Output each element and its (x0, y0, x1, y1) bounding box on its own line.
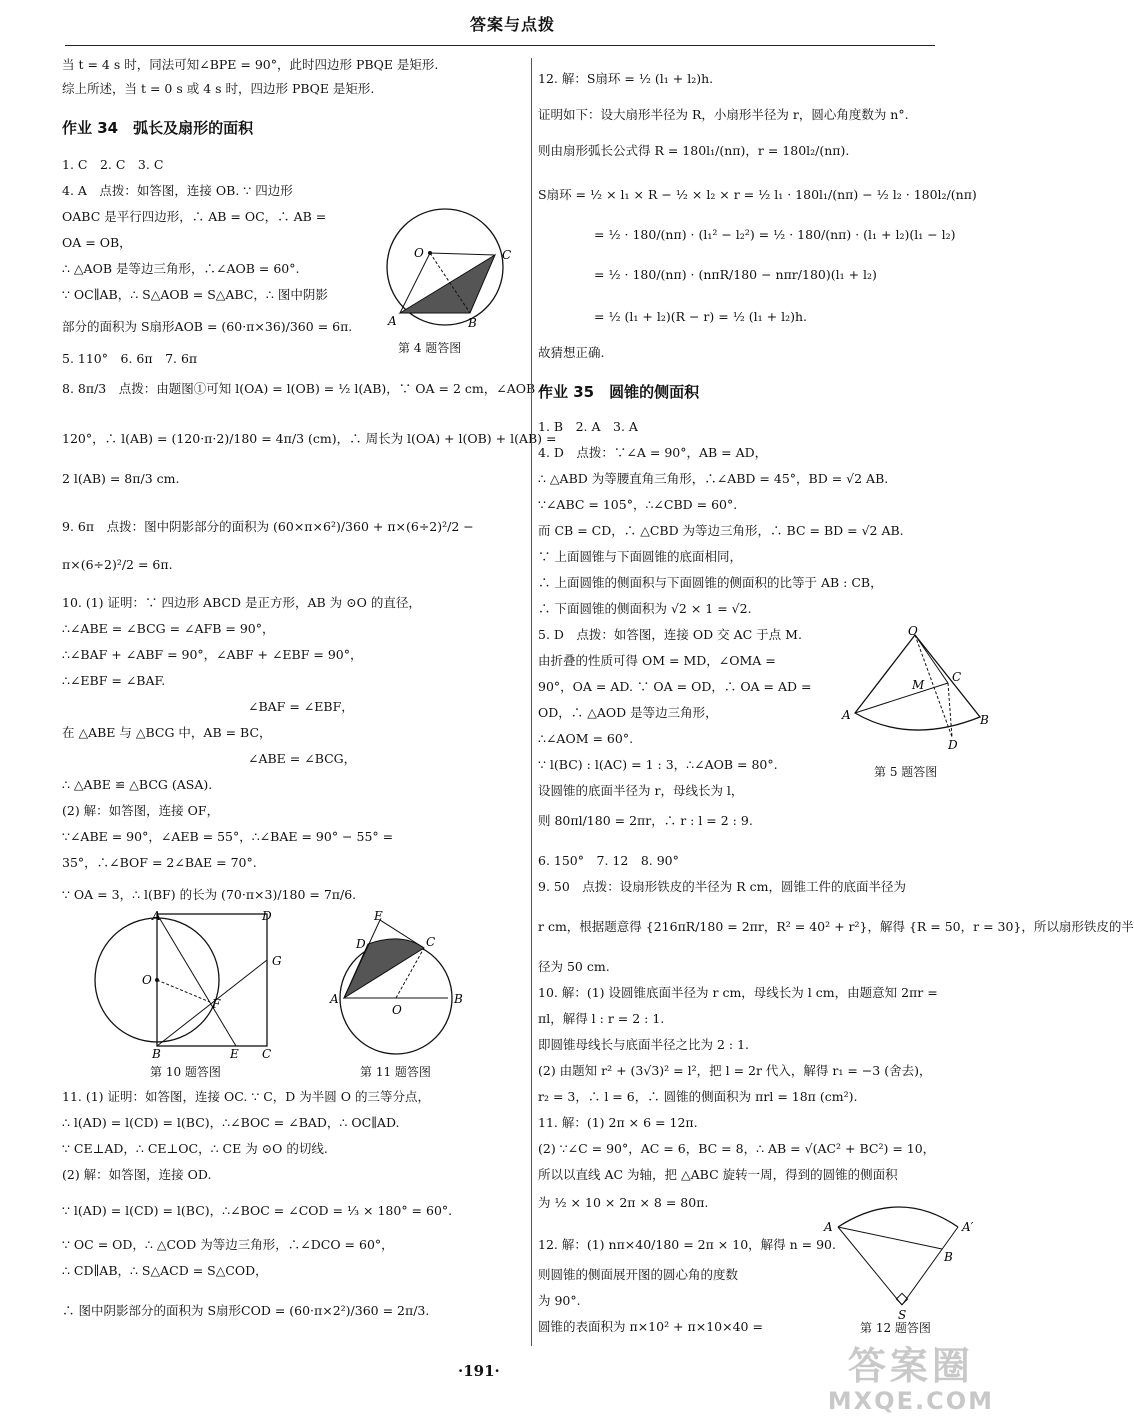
text-line: ∵∠ABE = 90°，∠AEB = 55°，∴∠BAE = 90° − 55° = (62, 829, 394, 844)
text-line: 5. D 点拨：如答图，连接 OD 交 AC 于点 M. (538, 627, 802, 642)
fig10-label-G: G (272, 954, 282, 968)
fig12-label-S: S (898, 1308, 907, 1322)
watermark (827, 1343, 994, 1415)
figure-10-square-circle (92, 910, 287, 1060)
text-line: 12. 解：S扇环 = ½ (l₁ + l₂)h. (538, 71, 714, 86)
text-line: ∴ 上面圆锥的侧面积与下面圆锥的侧面积的比等于 AB : CB， (538, 575, 883, 590)
fig11-label-D: D (356, 937, 366, 951)
fig5-label-C: C (952, 670, 962, 684)
figure-11-caption: 第 11 题答图 (360, 1065, 431, 1079)
text-line: ∴∠EBF = ∠BAF. (62, 673, 166, 688)
fig5-label-M: M (912, 678, 925, 692)
fig12-label-A-prime: A′ (962, 1220, 974, 1234)
fig10-label-B: B (152, 1047, 161, 1061)
text-line: 径为 50 cm. (538, 959, 610, 974)
text-line: ∵ l(AD) = l(CD) = l(BC)，∴∠BOC = ∠COD = ⅓ × 180° = 60°. (62, 1203, 453, 1218)
header-rule (65, 45, 935, 46)
text-line: 为 90°. (538, 1293, 581, 1308)
column-divider (531, 58, 532, 1346)
text-line: ∴ △ABD 为等腰直角三角形，∴∠ABD = 45°，BD = √2 AB. (538, 471, 889, 486)
figure-10-caption: 第 10 题答图 (150, 1065, 221, 1079)
text-line: ∵ OC = OD，∴ △COD 为等边三角形，∴∠DCO = 60°， (62, 1237, 394, 1252)
fig4-label-B: B (468, 316, 477, 330)
section-heading: 作业 34 弧长及扇形的面积 (62, 119, 254, 137)
fig11-label-A: A (330, 992, 339, 1006)
text-line: 12. 解：(1) nπ×40/180 = 2π × 10，解得 n = 90. (538, 1237, 836, 1252)
fig10-label-A: A (152, 909, 161, 923)
text-line: 部分的面积为 S扇形AOB = (60·π×36)/360 = 6π. (62, 319, 353, 334)
text-line: ∵ l(BC) : l(AC) = 1 : 3，∴∠AOB = 80°. (538, 757, 778, 772)
text-line: ∵ 上面圆锥与下面圆锥的底面相同， (538, 549, 742, 564)
text-line: 9. 50 点拨：设扇形铁皮的半径为 R cm，圆锥工件的底面半径为 (538, 879, 907, 894)
fig12-label-A: A (824, 1220, 833, 1234)
text-line: ∴∠AOM = 60°. (538, 731, 634, 746)
text-line: 综上所述，当 t = 0 s 或 4 s 时，四边形 PBQE 是矩形. (62, 81, 375, 96)
text-line: S扇环 = ½ × l₁ × R − ½ × l₂ × r = ½ l₁ · 180l₁/(nπ) − ½ l₂ · 180l₂/(nπ) (538, 187, 977, 202)
text-line: 10. 解：(1) 设圆锥底面半径为 r cm，母线长为 l cm，由题意知 2πr = (538, 985, 938, 1000)
text-line: ∠ABE = ∠BCG， (248, 751, 357, 766)
fig5-label-O: O (908, 624, 918, 638)
fig5-label-D: D (948, 738, 958, 752)
text-line: ∴ CD∥AB，∴ S△ACD = S△COD， (62, 1263, 268, 1278)
section-heading: 作业 35 圆锥的侧面积 (538, 383, 700, 401)
text-line: ∵ OC∥AB，∴ S△AOB = S△ABC，∴ 图中阴影 (62, 287, 328, 302)
text-line: (2) 解：如答图，连接 OF， (62, 803, 220, 818)
fig5-label-A: A (842, 708, 851, 722)
text-line: ∴ 图中阴影部分的面积为 S扇形COD = (60·π×2²)/360 = 2π/3. (62, 1303, 430, 1318)
text-line: 120°，∴ l(AB) = (120·π·2)/180 = 4π/3 (cm)，∴ 周长为 l(OA) + l(OB) + l(AB) = (62, 431, 557, 446)
fig4-label-O: O (414, 246, 424, 260)
watermark-line1: 答案圈 (847, 1343, 974, 1388)
text-line: 6. 150° 7. 12 8. 90° (538, 853, 679, 868)
text-line: ∴∠ABE = ∠BCG = ∠AFB = 90°， (62, 621, 275, 636)
text-line: 8. 8π/3 点拨：由题图①可知 l(OA) = l(OB) = ½ l(AB)，∵ OA = 2 cm，∠AOB = (62, 381, 550, 396)
fig11-label-O: O (392, 1003, 402, 1017)
text-line: ∵ CE⊥AD，∴ CE⊥OC，∴ CE 为 ⊙O 的切线. (62, 1141, 328, 1156)
text-line: 设圆锥的底面半径为 r，母线长为 l， (538, 783, 744, 798)
fig10-label-D: D (262, 909, 272, 923)
figure-5-sector (840, 625, 990, 760)
text-line: 4. A 点拨：如答图，连接 OB. ∵ 四边形 (62, 183, 293, 198)
text-line: 90°，OA = AD. ∵ OA = OD，∴ OA = AD = (538, 679, 812, 694)
fig11-label-C: C (426, 935, 436, 949)
fig10-label-C: C (262, 1047, 272, 1061)
text-line: ∵∠ABC = 105°，∴∠CBD = 60°. (538, 497, 738, 512)
text-line: 在 △ABE 与 △BCG 中，AB = BC， (62, 725, 272, 740)
figure-12-caption: 第 12 题答图 (860, 1321, 931, 1335)
text-line: 为 ½ × 10 × 2π × 8 = 80π. (538, 1195, 709, 1210)
text-line: 故猜想正确. (538, 345, 605, 360)
text-line: OABC 是平行四边形，∴ AB = OC，∴ AB = (62, 209, 327, 224)
text-line: 证明如下：设大扇形半径为 R，小扇形半径为 r，圆心角度数为 n°. (538, 107, 909, 122)
text-line: 1. B 2. A 3. A (538, 419, 638, 434)
text-line: 9. 6π 点拨：图中阴影部分的面积为 (60×π×6²)/360 + π×(6÷2)²/2 − (62, 519, 474, 534)
figure-11-semicircle (322, 910, 472, 1020)
figure-5-caption: 第 5 题答图 (874, 765, 938, 779)
text-line: ∠BAF = ∠EBF， (248, 699, 354, 714)
text-line: ∴∠BAF + ∠ABF = 90°，∠ABF + ∠EBF = 90°， (62, 647, 363, 662)
text-line: ∴ △ABE ≌ △BCG (ASA). (62, 777, 213, 792)
header-title: 答案与点拨 (470, 15, 556, 34)
text-line: 而 CB = CD，∴ △CBD 为等边三角形，∴ BC = BD = √2 AB. (538, 523, 904, 538)
text-line: 35°，∴∠BOF = 2∠BAE = 70°. (62, 855, 257, 870)
figure-4-caption: 第 4 题答图 (398, 341, 462, 355)
text-line: 2 l(AB) = 8π/3 cm. (62, 471, 180, 486)
text-line: = ½ · 180/(nπ) · (l₁² − l₂²) = ½ · 180/(nπ) · (l₁ + l₂)(l₁ − l₂) (594, 227, 956, 242)
text-line: r₂ = 3，∴ l = 6，∴ 圆锥的侧面积为 πrl = 18π (cm²). (538, 1089, 858, 1104)
text-line: 即圆锥母线长与底面半径之比为 2 : 1. (538, 1037, 750, 1052)
text-line: 10. (1) 证明：∵ 四边形 ABCD 是正方形，AB 为 ⊙O 的直径， (62, 595, 421, 610)
text-line: π×(6÷2)²/2 = 6π. (62, 557, 173, 572)
text-line: 则由扇形弧长公式得 R = 180l₁/(nπ)，r = 180l₂/(nπ). (538, 143, 850, 158)
text-line: OA = OB， (62, 235, 132, 250)
fig10-label-O: O (142, 973, 152, 987)
fig4-label-C: C (502, 248, 512, 262)
text-line: 圆锥的表面积为 π×10² + π×10×40 = (538, 1319, 763, 1334)
text-line: 5. 110° 6. 6π 7. 6π (62, 351, 198, 366)
text-line: = ½ (l₁ + l₂)(R − r) = ½ (l₁ + l₂)h. (594, 309, 808, 324)
text-line: ∴ 下面圆锥的侧面积为 √2 × 1 = √2. (538, 601, 752, 616)
text-line: ∴ △AOB 是等边三角形，∴∠AOB = 60°. (62, 261, 300, 276)
text-line: ∴ l(AD) = l(CD) = l(BC)，∴∠BOC = ∠BAD，∴ OC∥AD. (62, 1115, 400, 1130)
text-line: 所以以直线 AC 为轴，把 △ABC 旋转一周，得到的圆锥的侧面积 (538, 1167, 898, 1182)
text-line: 11. 解：(1) 2π × 6 = 12π. (538, 1115, 698, 1130)
text-line: (2) 由题知 r² + (3√3)² = l²，把 l = 2r 代入，解得 r₁ = −3 (舍去)， (538, 1063, 932, 1078)
page-header (0, 12, 1000, 48)
text-line: 11. (1) 证明：如答图，连接 OC. ∵ C，D 为半圆 O 的三等分点， (62, 1089, 431, 1104)
fig11-label-B: B (454, 992, 463, 1006)
figure-4-circle-parallelogram (370, 205, 520, 330)
text-line: 由折叠的性质可得 OM = MD，∠OMA = (538, 653, 776, 668)
fig11-label-E: E (374, 909, 383, 923)
text-line: = ½ · 180/(nπ) · (nπR/180 − nπr/180)(l₁ + l₂) (594, 267, 877, 282)
text-line: πl，解得 l : r = 2 : 1. (538, 1011, 665, 1026)
page-number: ·191· (458, 1362, 500, 1380)
text-line: (2) ∵∠C = 90°，AC = 6，BC = 8，∴ AB = √(AC² + BC²) = 10， (538, 1141, 936, 1156)
fig5-label-B: B (980, 713, 989, 727)
figure-12-unrolled-cone (820, 1195, 980, 1320)
watermark-line2: MXQE.COM (827, 1386, 994, 1415)
fig10-label-F: F (212, 997, 221, 1011)
text-line: 4. D 点拨：∵∠A = 90°，AB = AD， (538, 445, 768, 460)
fig12-label-B: B (944, 1250, 953, 1264)
text-line: 1. C 2. C 3. C (62, 157, 164, 172)
text-line: 则圆锥的侧面展开图的圆心角的度数 (538, 1267, 739, 1282)
fig10-label-E: E (230, 1047, 239, 1061)
text-line: OD，∴ △AOD 是等边三角形， (538, 705, 718, 720)
text-line: r cm，根据题意得 {216πR/180 = 2πr，R² = 40² + r²}，解得 {R = 50，r = 30}，所以扇形铁皮的半 (538, 919, 1134, 934)
text-line: 则 80πl/180 = 2πr，∴ r : l = 2 : 9. (538, 813, 753, 828)
text-line: 当 t = 4 s 时，同法可知∠BPE = 90°，此时四边形 PBQE 是矩形. (62, 57, 439, 72)
fig4-label-A: A (388, 314, 397, 328)
text-line: (2) 解：如答图，连接 OD. (62, 1167, 212, 1182)
text-line: ∵ OA = 3，∴ l(BF) 的长为 (70·π×3)/180 = 7π/6. (62, 887, 357, 902)
